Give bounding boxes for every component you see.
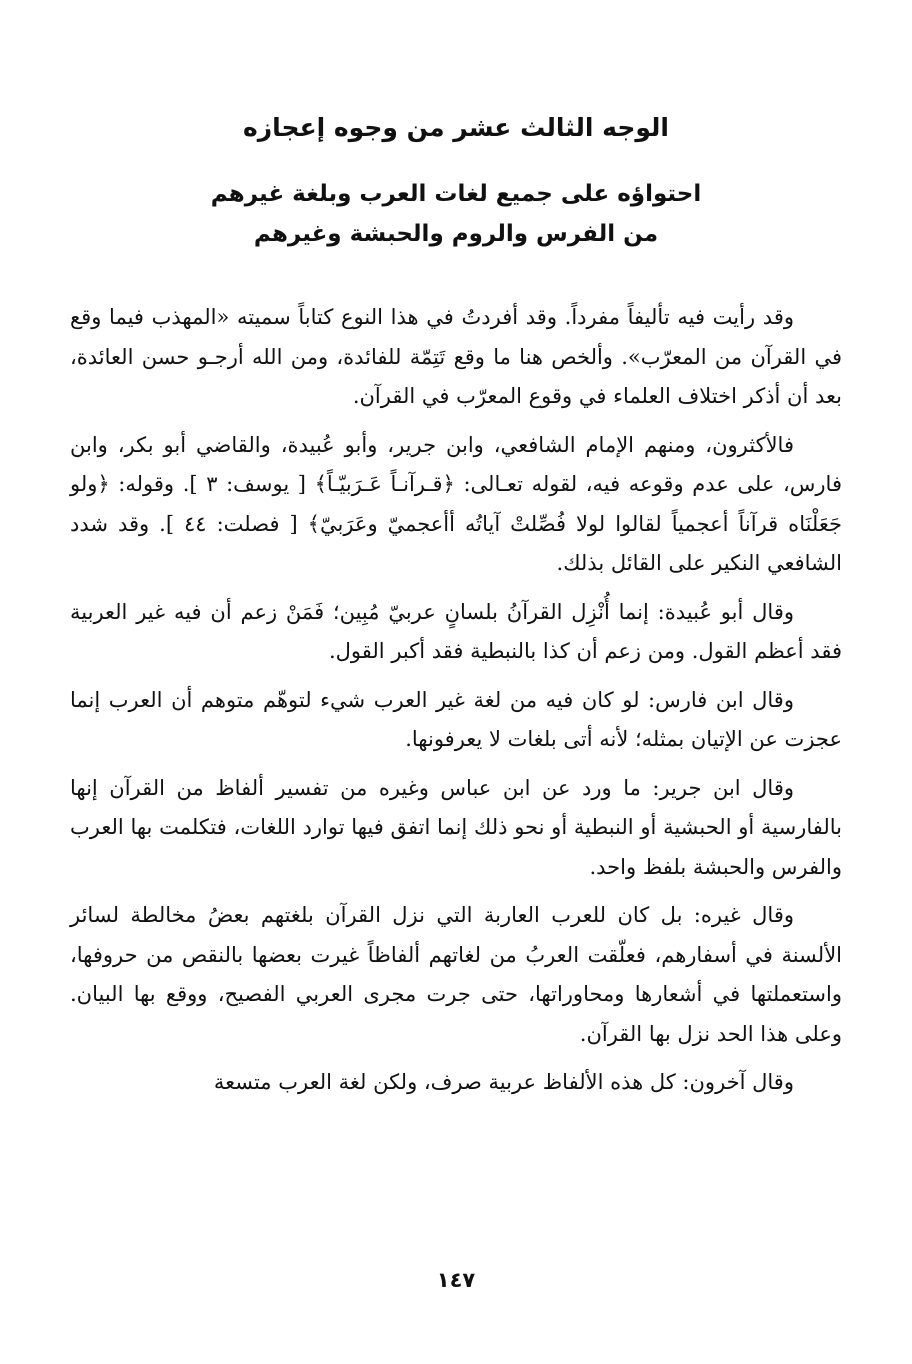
chapter-title: الوجه الثالث عشر من وجوه إعجازه [243, 113, 669, 142]
chapter-subtitle-line-2: من الفرس والروم والحبشة وغيرهم [253, 221, 659, 247]
chapter-subtitle-line-1: احتواؤه على جميع لغات العرب وبلغة غيرهم [210, 181, 702, 207]
paragraph-2: فالأكثرون، ومنهم الإمام الشافعي، وابن جرير، وأبو عُبيدة، والقاضي أبو بكر، وابن فارس، على عدم وقوعه فيه، لقوله تعـالى: ﴿قـرآنـاً عَـرَبيّـاً﴾ [ يوسف: ٣ ]. وقوله: ﴿ولو جَعَلْنَاه قرآناً أعجمياً لقالوا لولا فُصِّلتْ آياتُه أأعجميّ وعَرَبيّ﴾ [ فصلت: ٤٤ ]. وقد شدد الشافعي النكير على القائل بذلك. [70, 432, 842, 575]
paragraph-3: وقال أبو عُبيدة: إنما أُنْزِل القرآنُ بلسانٍ عربيّ مُبِين؛ فَمَنْ زعم أن فيه غير العربية فقد أعظم القول. ومن زعم أن كذا بالنبطية فقد أكبر القول. [70, 599, 842, 663]
paragraph-1: وقد رأيت فيه تأليفاً مفرداً. وقد أفردتُ في هذا النوع كتاباً سميته «المهذب فيما وقع في القرآن من المعرّب». وألخص هنا ما وقع تَتِمّة للفائدة، ومن الله أرجـو حسن العائدة، بعد أن أذكر اختلاف العلماء في وقوع المعرّب في القرآن. [70, 305, 842, 408]
paragraph-4: وقال ابن فارس: لو كان فيه من لغة غير العرب شيء لتوهّم متوهم أن العرب إنما عجزت عن الإتيان بمثله؛ لأنه أتى بلغات لا يعرفونها. [70, 687, 842, 751]
paragraph-6: وقال غيره: بل كان للعرب العاربة التي نزل القرآن بلغتهم بعضُ مخالطة لسائر الألسنة في أسفارهم، فعلّقت العربُ من لغاتهم ألفاظاً غيرت بعضها بالنقص من حروفها، واستعملتها في أشعارها ومحاوراتها، حتى جرت مجرى العربي الفصيح، ووقع بها البيان. وعلى هذا الحد نزل بها القرآن. [70, 903, 842, 1046]
paragraph-7: وقال آخرون: كل هذه الألفاظ عربية صرف، ولكن لغة العرب متسعة [213, 1070, 794, 1094]
paragraph-5: وقال ابن جرير: ما ورد عن ابن عباس وغيره من تفسير ألفاظ من القرآن إنها بالفارسية أو الحبشية أو النبطية أو نحو ذلك إنما اتفق فيها توارد اللغات، فتكلمت بها العرب والفرس والحبشة بلفظ واحد. [70, 775, 842, 879]
body-text [70, 298, 842, 1103]
page-number: ١٤٧ [436, 1268, 476, 1292]
